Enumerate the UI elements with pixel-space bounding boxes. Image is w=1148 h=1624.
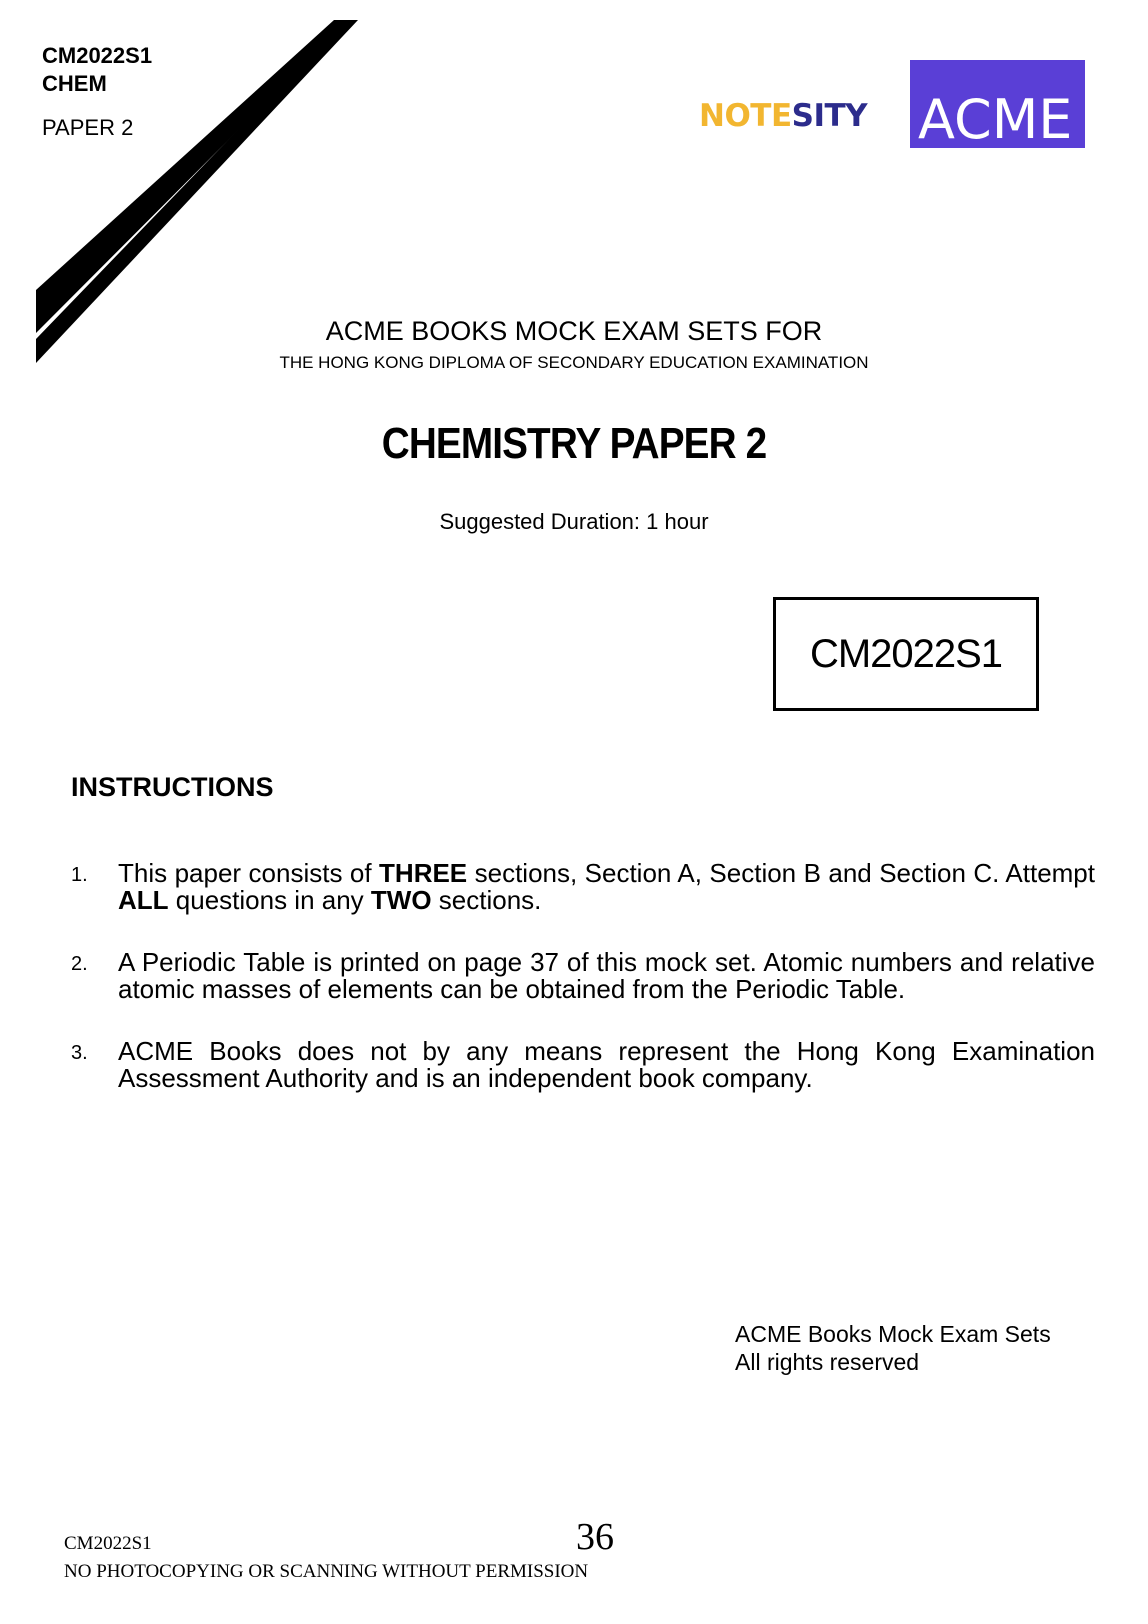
series-title: ACME BOOKS MOCK EXAM SETS FOR — [325, 316, 823, 346]
instruction-emphasis: THREE — [379, 858, 468, 888]
instruction-item — [71, 1038, 1095, 1092]
series-subtitle: THE HONG KONG DIPLOMA OF SECONDARY EDUCATION EXAMINATION — [279, 353, 869, 372]
instruction-text-run: sections. — [431, 885, 542, 915]
notesity-logo-sity: SITY — [791, 98, 868, 134]
acme-logo-text: ACME — [918, 88, 1073, 151]
rights-line-1: ACME Books Mock Exam Sets — [735, 1321, 1051, 1347]
rights-notice — [735, 1320, 1051, 1376]
notesity-logo — [699, 96, 867, 136]
instruction-text-run: questions in any — [168, 885, 371, 915]
instruction-emphasis: TWO — [370, 885, 432, 915]
header-code-block — [42, 42, 152, 142]
suggested-duration: Suggested Duration: 1 hour — [439, 509, 709, 534]
paper-code-box-text: CM2022S1 — [809, 631, 1003, 676]
instruction-text — [118, 860, 1095, 914]
instruction-text — [118, 949, 1095, 1003]
instruction-text-run: A Periodic Table is printed on page 37 of this mock set. Atomic numbers and relative atomic masses of elements can be obtained from the Periodic Table. — [118, 947, 1095, 1004]
instruction-number: 2. — [71, 953, 88, 975]
paper-code-box — [773, 597, 1039, 711]
header-code: CM2022S1 — [42, 43, 153, 68]
instruction-text-run: This paper consists of — [118, 858, 380, 888]
acme-logo — [910, 60, 1085, 151]
instruction-item — [71, 949, 1095, 1003]
header-paper: PAPER 2 — [42, 115, 134, 140]
instructions-heading: INSTRUCTIONS — [71, 772, 274, 802]
header-subject: CHEM — [42, 71, 107, 96]
notesity-logo-note: NOTE — [699, 98, 792, 134]
instruction-text-run: sections, Section A, Section B and Section C. Attempt — [467, 858, 1095, 888]
instruction-text-run: ACME Books does not by any means represent the Hong Kong Examination Assessment Authority and is an independent book company. — [118, 1036, 1095, 1093]
instruction-item — [71, 860, 1095, 914]
instruction-number: 3. — [71, 1042, 88, 1064]
rights-line-2: All rights reserved — [735, 1349, 920, 1375]
paper-title: CHEMISTRY PAPER 2 — [381, 419, 767, 468]
instruction-emphasis: ALL — [118, 885, 169, 915]
instruction-text — [118, 1038, 1095, 1092]
footer-warning: NO PHOTOCOPYING OR SCANNING WITHOUT PERMISSION — [64, 1561, 589, 1582]
footer-code: CM2022S1 — [64, 1533, 152, 1554]
page-number: 36 — [576, 1516, 614, 1558]
instruction-number: 1. — [71, 864, 88, 886]
